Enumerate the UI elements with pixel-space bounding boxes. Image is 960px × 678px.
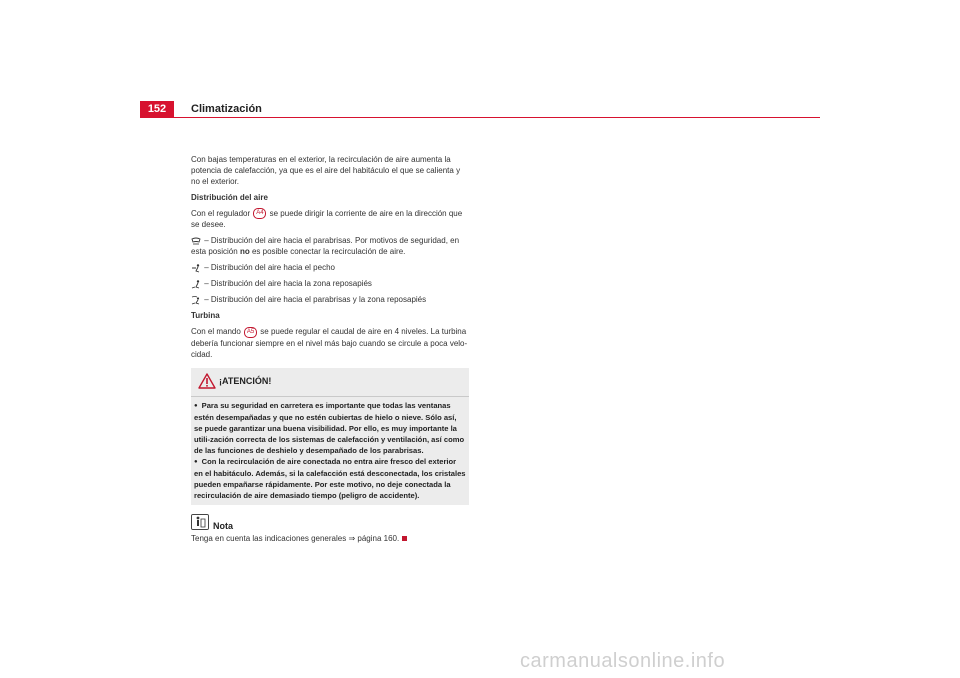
distribution-item-windshield (191, 235, 469, 257)
control-badge-a4: A4 (253, 208, 266, 219)
footwell-text: – Distribución del aire hacia la zona reposapiés (204, 279, 372, 289)
windshield-text-before: – Distribución del aire hacia el parabrisas. Por motivos de seguridad, en esta posición (191, 236, 460, 257)
distribution-item-footwell (191, 278, 469, 289)
warning-title: ¡ATENCIÓN! (219, 375, 272, 386)
warning-bullet-2: ● Con la recirculación de aire conectada no entra aire fresco del exterior en el habitáculo. Además, si la calefacción está desconectada, los cristales pueden empañarse rápidamente. Por este motivo, no deje conectada la recirculación de aire demasiado tiempo (peligro de accidente). (194, 456, 466, 501)
warning-box (191, 368, 469, 505)
distribution-paragraph (191, 208, 469, 230)
note-header (191, 519, 469, 533)
distribution-item-windshield-footwell (191, 294, 469, 305)
main-column (191, 154, 469, 549)
distribution-heading: Distribución del aire (191, 193, 268, 202)
distribution-item-chest (191, 262, 469, 273)
warning-bullet-1: ● Para su seguridad en carretera es importante que todas las ventanas estén desempañadas y que no estén cubiertas de hielo o nieve. Sólo así, se puede garantizar una buena visibilidad. Por ello, es muy importante la utili-zación correcta de los sistemas de calefacción y ventilación, así como de las funciones de deshielo y desempañado de los parabrisas. (194, 400, 466, 456)
distribution-text-before: Con el regulador (191, 209, 251, 218)
control-badge-a5: A5 (244, 327, 257, 338)
windshield-vent-icon (191, 237, 201, 246)
note-text-row (191, 533, 469, 544)
turbine-text-after: se puede regular el caudal de aire en 4 niveles. La turbina debería funcionar siempre en el nivel más bajo cuando se circule a poca velo-cidad. (191, 327, 468, 359)
windshield-footwell-text: – Distribución del aire hacia el parabrisas y la zona reposapiés (204, 295, 427, 305)
intro-paragraph: Con bajas temperaturas en el exterior, la recirculación de aire aumenta la potencia de calefacción, ya que es el aire del habitáculo el que se calienta y no el exterior. (191, 155, 461, 186)
info-note-icon (191, 514, 209, 530)
warning-triangle-icon (198, 373, 216, 389)
note-text: Tenga en cuenta las indicaciones generales ⇒ página 160. (191, 533, 400, 543)
warning-header (191, 368, 469, 397)
windshield-footwell-vent-icon (191, 296, 201, 305)
section-end-mark (402, 536, 407, 541)
watermark: carmanualsonline.info (520, 650, 726, 672)
header-rule (174, 117, 820, 118)
turbine-paragraph (191, 326, 469, 359)
note-label: Nota (213, 520, 233, 531)
chest-vent-icon (191, 264, 201, 273)
chest-text: – Distribución del aire hacia el pecho (204, 263, 335, 273)
distribution-text-after: se puede dirigir la corriente de aire en la dirección que se desee. (191, 209, 463, 230)
chapter-title: Climatización (191, 103, 262, 115)
turbine-text-before: Con el mando (191, 327, 241, 337)
warning-body (191, 397, 469, 501)
windshield-text-after: es posible conectar la recirculación de aire. (251, 247, 406, 257)
turbine-heading: Turbina (191, 311, 220, 321)
page-number: 152 (147, 103, 167, 115)
footwell-vent-icon (191, 280, 201, 289)
windshield-text-no: no (239, 247, 250, 257)
